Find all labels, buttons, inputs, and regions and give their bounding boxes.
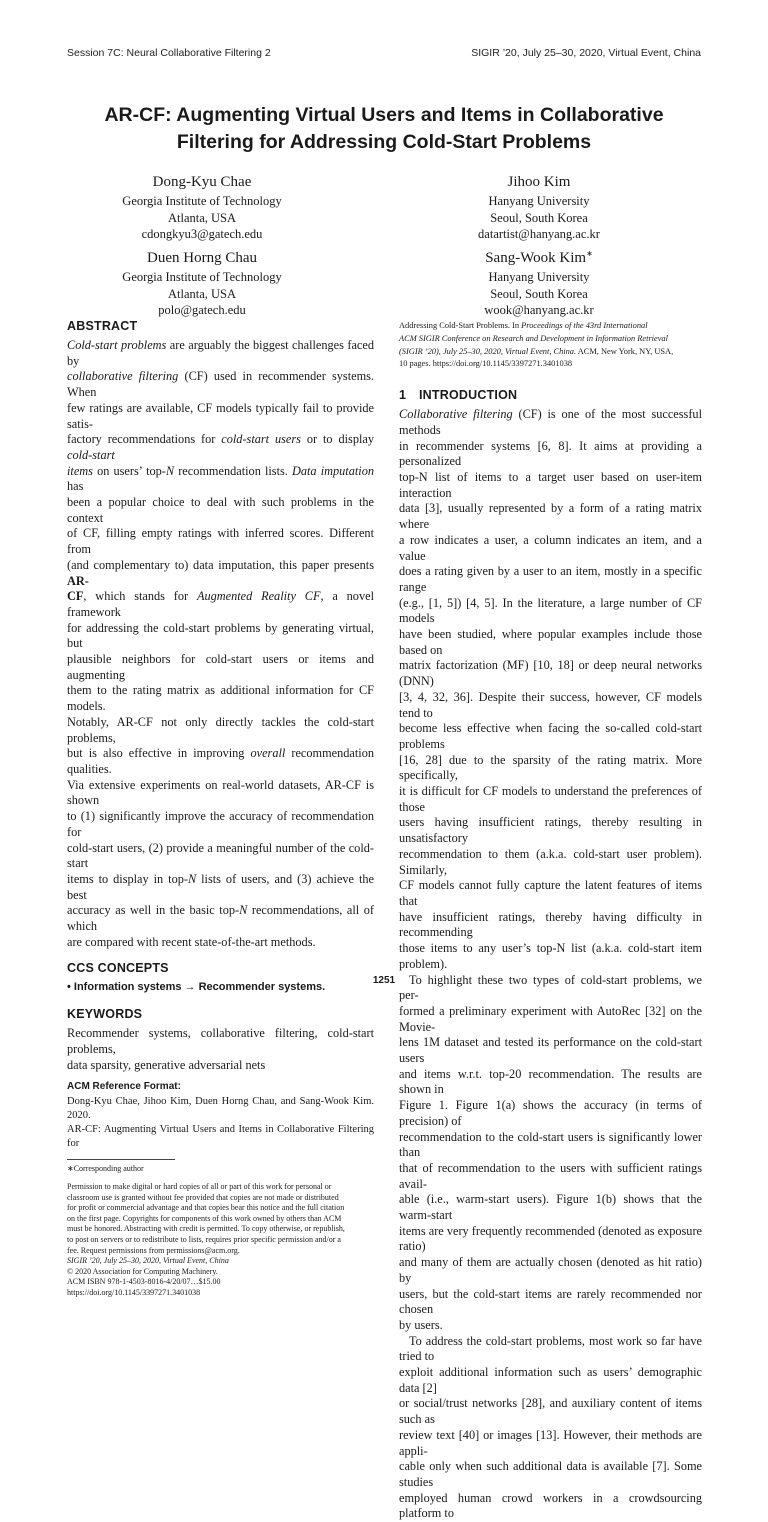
author-affiliation: Hanyang University xyxy=(488,194,590,208)
author-name: Duen Horng Chau xyxy=(147,250,257,266)
author-affiliation: Georgia Institute of Technology xyxy=(122,270,282,284)
author-block xyxy=(52,243,352,319)
left-column xyxy=(67,318,374,1298)
author-location: Seoul, South Korea xyxy=(490,286,588,301)
footnote-rule xyxy=(67,1159,175,1160)
author-name: Dong-Kyu Chae xyxy=(152,174,252,190)
header-venue: SIGIR ’20, July 25–30, 2020, Virtual Event, China xyxy=(471,47,701,59)
intro-paragraph-2: To highlight these two types of cold-start problems, we per- formed a preliminary experiment with AutoRec [32] on the Movie- lens 1M dataset and tested its performance on the cold-start users and items w.r.t. top-20 recommendation. The results are shown in Figure 1. Figure 1(a) shows the accuracy (in terms of precision) of recommendation to the cold-start users is significantly lower than that of recommendation to the users with sufficient ratings avail- able (i.e., warm-start users). Figure 1(b) shows that the warm-start items are very frequently recommended (denoted as exposure ratio) and many of them are actually chosen (denoted as hit ratio) by users, but the cold-start items are rarely recommended nor chosen by users. xyxy=(399,972,702,1332)
author-name: Jihoo Kim xyxy=(507,174,571,190)
author-affiliation: Hanyang University xyxy=(488,270,590,284)
ccs-heading: CCS CONCEPTS xyxy=(67,961,169,976)
author-location: Seoul, South Korea xyxy=(490,210,588,225)
header-session: Session 7C: Neural Collaborative Filtering 2 xyxy=(67,47,271,59)
page-number: 1251 xyxy=(372,975,396,986)
author-block xyxy=(389,167,689,243)
running-header xyxy=(67,47,701,61)
ccs-item: • Information systems → Recommender systems. xyxy=(67,981,326,994)
keywords-text: Recommender systems, collaborative filtering, cold-start problems, data sparsity, generative adversarial nets xyxy=(67,1026,374,1072)
acm-ref-text: Dong-Kyu Chae, Jihoo Kim, Duen Horng Chau, and Sang-Wook Kim. 2020. AR-CF: Augmenting Virtual Users and Items in Collaborative Filtering for xyxy=(67,1095,374,1149)
permission-block: Permission to make digital or hard copies of all or part of this work for personal or classroom use is granted without fee provided that copies are not made or distributed for profit or commercial advantage and that copies bear this notice and the full citation on the first page. Copyrights for components of this work owned by others than ACM must be honored. Abstracting with credit is permitted. To copy otherwise, or republish, to post on servers or to redistribute to lists, requires prior specific permission and/or a fee. Request permissions from permissions@acm.org. SIGIR ’20, July 25–30, 2020, Virtual Event, China © 2020 Association for Computing Machinery. ACM ISBN 978-1-4503-8016-4/20/07…$15.00 https://doi.org/10.1145/3397271.3401038 xyxy=(67,1181,345,1297)
intro-paragraph-1: Collaborative filtering (CF) is one of the most successful methods in recommender systems [6, 8]. It aims at providing a personalized top-N list of items to a target user based on user-item interaction data [3], usually represented by a form of a rating matrix where a row indicates a user, a column indicates an item, and a value does a rating given by a user to an item, mostly in a specific range (e.g., [1, 5]) [4, 5]. In the literature, a large number of CF models have been studied, where popular examples include those based on matrix factorization (MF) [10, 18] or deep neural networks (DNN) [3, 4, 32, 36]. Despite their success, however, CF models tend to become less effective when facing the so-called cold-start problems [16, 28] due to the sparsity of the rating matrix. More specifically, it is difficult for CF models to understand the preferences of those users having insufficient ratings, thereby resulting in unsatisfactory recommendation to them (a.k.a. cold-start user problem). Similarly, CF models cannot fully capture the latent features of items that have insufficient ratings, thereby having difficulty in recommending those items to any user’s top-N list (a.k.a. cold-start item problem). xyxy=(399,407,702,971)
author-email: wook@hanyang.ac.kr xyxy=(484,303,594,317)
title-line: Filtering for Addressing Cold-Start Problems xyxy=(176,131,592,153)
abstract-heading: ABSTRACT xyxy=(67,319,138,333)
author-block xyxy=(389,243,689,319)
author-email: datartist@hanyang.ac.kr xyxy=(478,227,600,241)
keywords-heading: KEYWORDS xyxy=(67,1007,143,1022)
author-name: Sang-Wook Kim∗ xyxy=(485,249,593,266)
paper-title xyxy=(40,102,728,156)
title-line: AR-CF: Augmenting Virtual Users and Items in Collaborative xyxy=(104,104,664,126)
right-column xyxy=(399,320,702,1522)
author-block xyxy=(52,167,352,243)
acm-ref-heading: ACM Reference Format: xyxy=(67,1081,181,1093)
author-location: Atlanta, USA xyxy=(167,210,237,225)
author-location: Atlanta, USA xyxy=(167,286,237,301)
citation-continuation: Addressing Cold-Start Problems. In Proceedings of the 43rd International ACM SIGIR Conference on Research and Development in Information Retrieval (SIGIR ’20), July 25–30, 2020, Virtual Event, China. ACM, New York, NY, USA, 10 pages. https://doi.org/10.1145/3397271.3401038 xyxy=(399,321,674,369)
intro-paragraph-3: To address the cold-start problems, most work so far have tried to exploit additional information such as users’ demographic data [2] or social/trust networks [28], and auxiliary content of items such as review text [40] or images [13]. However, their methods are appli- cable only when such additional data is available [7]. Some studies employed human crowd workers in a crowdsourcing platform to xyxy=(399,1333,702,1521)
corresponding-author-note: ∗Corresponding author xyxy=(67,1163,144,1173)
abstract-text: Cold-start problems are arguably the biggest challenges faced by collaborative filtering (CF) used in recommender systems. When few ratings are available, CF models typically fail to provide satis- factory recommendations for cold-start users or to display cold-start items on users’ top-N recommendation lists. Data imputation has been a popular choice to deal with such problems in the context of CF, filling empty ratings with inferred scores. Different from (and complementary to) data imputation, this paper presents AR- CF, which stands for Augmented Reality CF, a novel framework for addressing the cold-start problems by generating virtual, but plausible neighbors for cold-start users or items and augmenting them to the rating matrix as additional information for CF models. Notably, AR-CF not only directly tackles the cold-start problems, but is also effective in improving overall recommendation qualities. Via extensive experiments on real-world datasets, AR-CF is shown to (1) significantly improve the accuracy of recommendation for cold-start users, (2) provide a meaningful number of the cold-start items to display in top-N lists of users, and (3) achieve the best accuracy as well in the basic top-N recommendations, all of which are compared with recent state-of-the-art methods. xyxy=(67,338,375,949)
author-email: cdongkyu3@gatech.edu xyxy=(141,227,263,241)
introduction-heading: 1 INTRODUCTION xyxy=(399,388,518,403)
author-email: polo@gatech.edu xyxy=(158,303,246,317)
author-affiliation: Georgia Institute of Technology xyxy=(122,194,282,208)
